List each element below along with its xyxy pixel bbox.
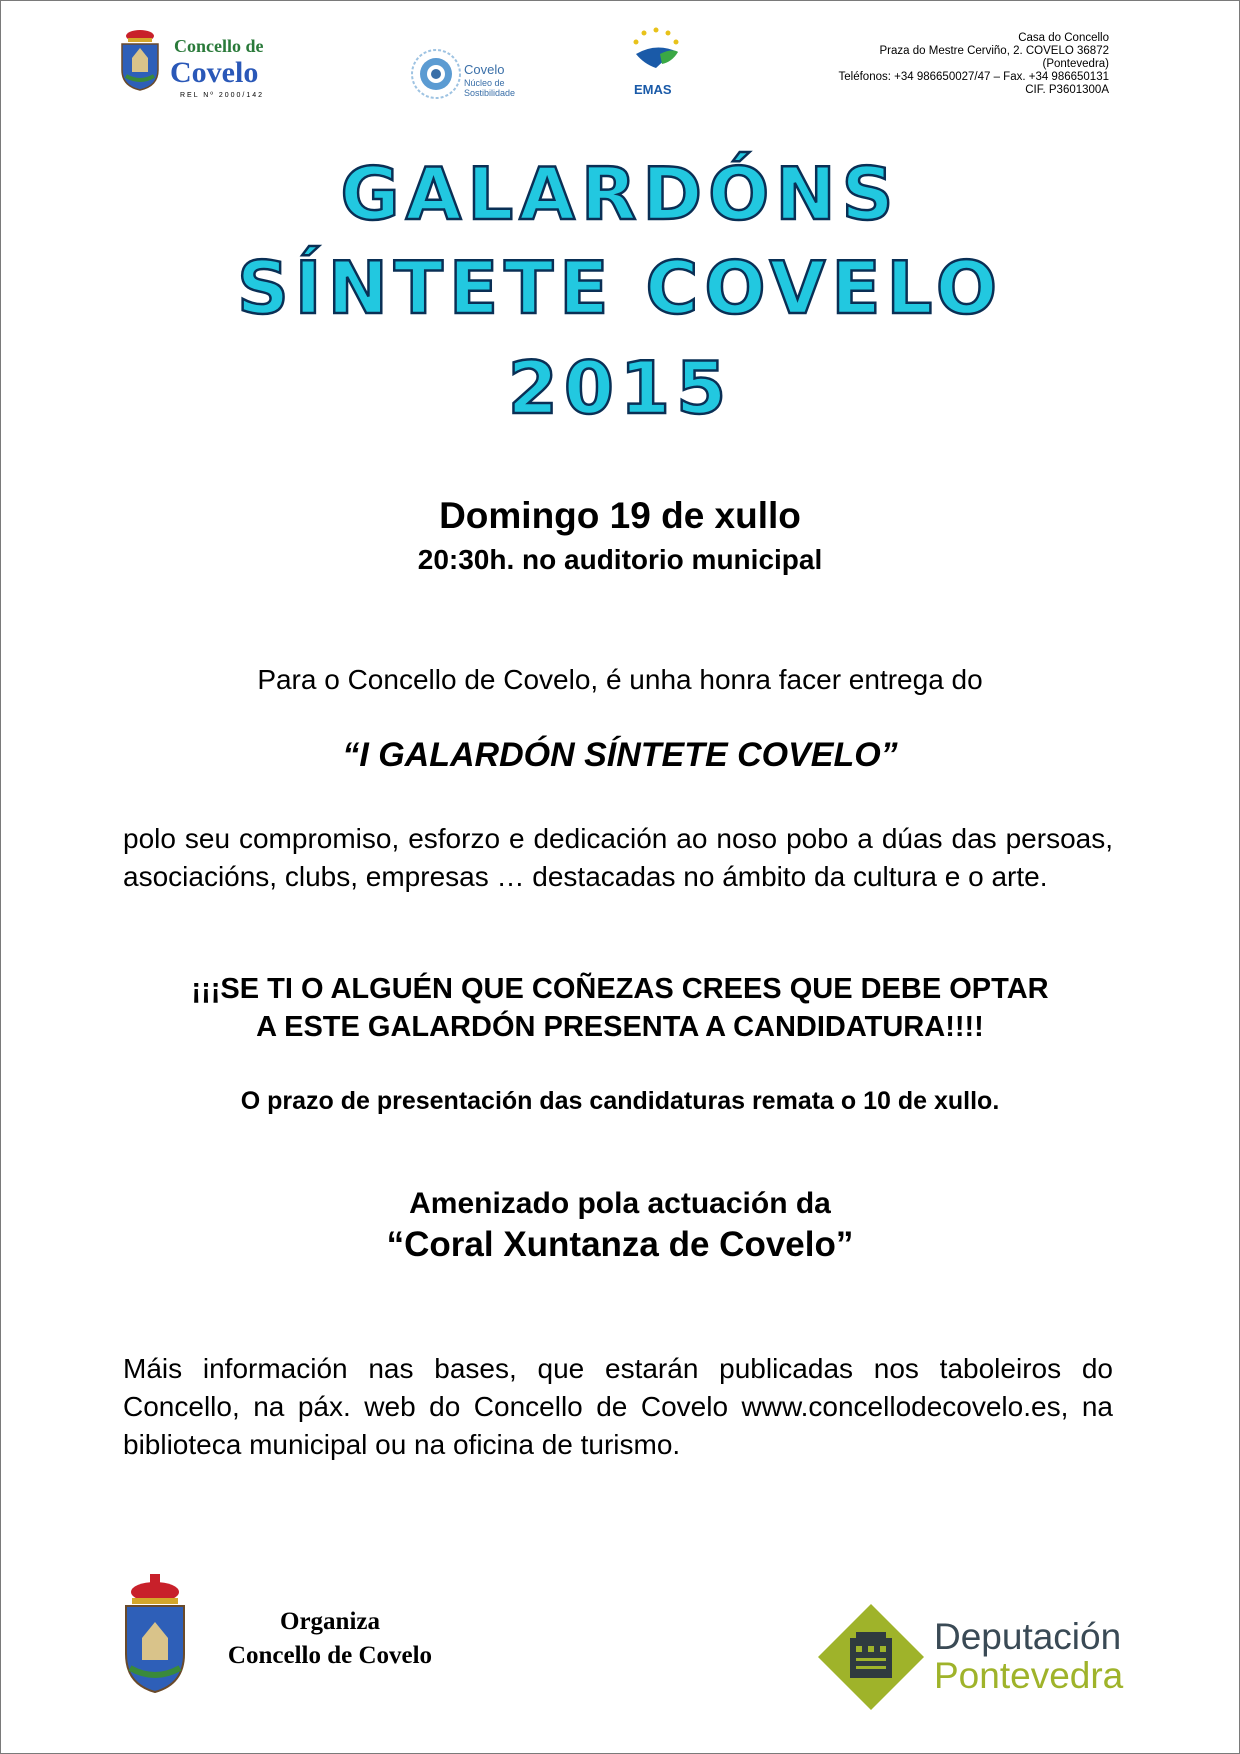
address-line: CIF. P3601300A bbox=[1025, 84, 1109, 96]
award-name: “I GALARDÓN SÍNTETE COVELO” bbox=[342, 736, 898, 774]
logo-text-registry: REL Nº 2000/142 bbox=[180, 92, 265, 99]
address-line: Casa do Concello bbox=[1018, 32, 1109, 44]
nucleo-subtitle-line1: Núcleo de bbox=[464, 78, 505, 88]
performance-intro: Amenizado pola actuación da bbox=[409, 1187, 831, 1220]
title-line-3: 2015 bbox=[507, 346, 733, 430]
more-info-paragraph: Máis información nas bases, que estarán publicadas nos taboleiros do Concello, na páx. web do Concello de Covelo www.concellodecovelo.es, na biblioteca municipal ou na oficina de turismo. bbox=[123, 1353, 1113, 1460]
logo-text-concello: Concello de bbox=[174, 36, 264, 56]
nucleo-subtitle-line2: Sostibilidade bbox=[464, 88, 516, 98]
nucleo-title: Covelo bbox=[464, 62, 505, 77]
address-line: Teléfonos: +34 986650027/47 – Fax. +34 986650131 bbox=[838, 71, 1109, 83]
address-line: Praza do Mestre Cerviño, 2. COVELO 36872 bbox=[879, 45, 1109, 57]
concello-covelo-logo bbox=[118, 28, 288, 104]
emas-label: EMAS bbox=[634, 82, 672, 97]
coat-of-arms-icon bbox=[120, 1572, 190, 1702]
nucleo-sostibilidade-logo bbox=[410, 42, 530, 112]
emas-logo bbox=[626, 24, 686, 100]
organizer-name: Concello de Covelo bbox=[227, 1642, 433, 1669]
coat-of-arms-icon bbox=[118, 28, 162, 92]
eu-stars-icon bbox=[626, 24, 686, 82]
deadline-text: O prazo de presentación das candidaturas remata o 10 de xullo. bbox=[240, 1087, 1000, 1115]
deputacion-emblem-icon bbox=[816, 1602, 926, 1712]
callout-line-2: A ESTE GALARDÓN PRESENTA A CANDIDATURA!!!! bbox=[256, 1011, 984, 1043]
organiza-label: Organiza bbox=[280, 1608, 380, 1635]
performer-name: “Coral Xuntanza de Covelo” bbox=[386, 1225, 854, 1264]
description-paragraph: polo seu compromiso, esforzo e dedicación ao noso pobo a dúas das persoas, asociacións, clubs, empresas … destacadas no ámbito da cultura e o arte. bbox=[123, 823, 1113, 892]
intro-text: Para o Concello de Covelo, é unha honra facer entrega do bbox=[257, 664, 983, 695]
nucleo-subtitle bbox=[464, 78, 515, 98]
candidacy-callout bbox=[0, 970, 1240, 1046]
title-line-2: SÍNTETE COVELO bbox=[236, 246, 1004, 330]
address-line: (Pontevedra) bbox=[1042, 58, 1109, 70]
callout-line-1: ¡¡¡SE TI O ALGUÉN QUE COÑEZAS CREES QUE DEBE OPTAR bbox=[191, 973, 1049, 1005]
logo-text-covelo: Covelo bbox=[170, 56, 259, 89]
organizer-block bbox=[200, 1605, 460, 1673]
deputacion-label: Deputación bbox=[934, 1616, 1122, 1657]
pontevedra-label: Pontevedra bbox=[934, 1655, 1124, 1696]
event-time-place: 20:30h. no auditorio municipal bbox=[417, 544, 823, 575]
title-line-1: GALARDÓNS bbox=[340, 152, 900, 236]
address-block bbox=[839, 32, 1109, 97]
globe-icon bbox=[410, 42, 462, 108]
event-date: Domingo 19 de xullo bbox=[439, 495, 801, 536]
